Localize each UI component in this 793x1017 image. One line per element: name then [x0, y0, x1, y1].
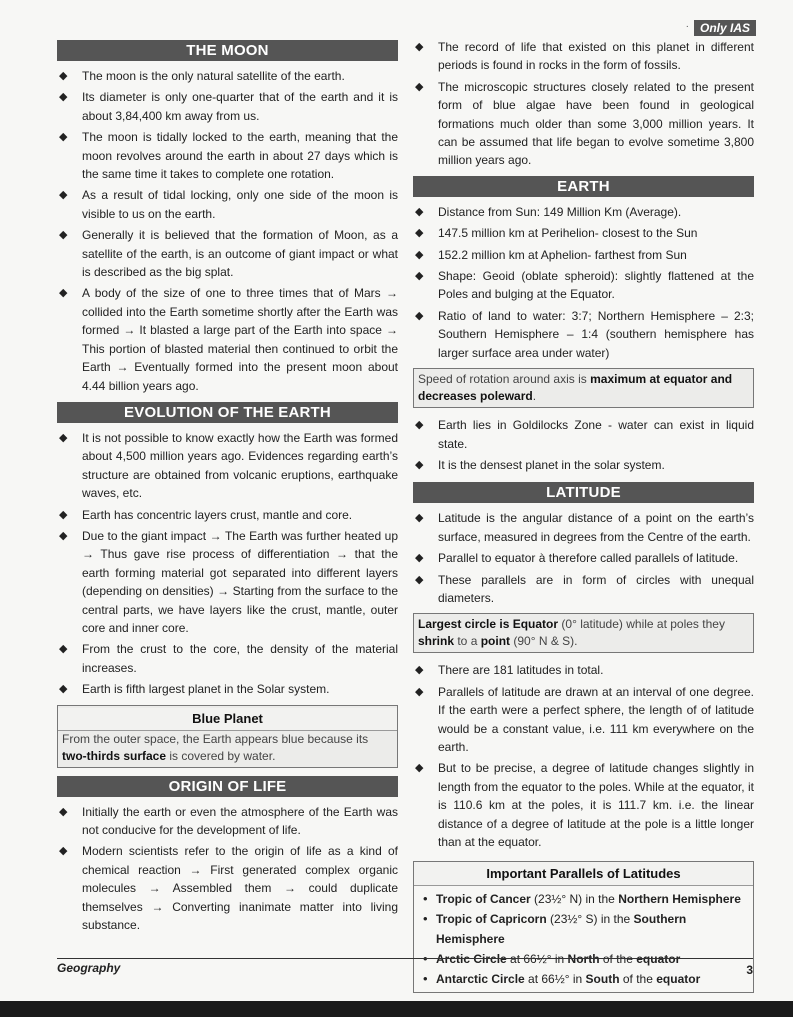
blue-planet-box: [57, 705, 398, 768]
list-item: ◆ Distance from Sun: 149 Million Km (Average).: [413, 203, 754, 221]
earth-list-2: [413, 416, 754, 474]
earth-heading: EARTH: [413, 176, 754, 197]
list-item: ◆ As a result of tidal locking, only one side of the moon is visible to us on the earth.: [57, 186, 398, 223]
latitude-list-2: [413, 661, 754, 851]
equator-emphasis: Largest circle is Equator: [418, 617, 559, 632]
brand-logo: Only IAS: [694, 20, 756, 36]
blue-planet-title: Blue Planet: [58, 708, 397, 731]
list-item: ◆ There are 181 latitudes in total.: [413, 661, 754, 679]
page-number: 3: [746, 963, 753, 977]
parallel-end: equator: [636, 952, 681, 967]
equator-text-2: to a: [454, 634, 481, 649]
list-item: ◆ Parallel to equator à therefore called parallels of latitude.: [413, 549, 754, 567]
equator-text-end: (90° N & S).: [510, 634, 578, 649]
blue-planet-text-end: is covered by water.: [166, 748, 276, 763]
list-item: ◆ Shape: Geoid (oblate spheroid): slightly flattened at the Poles and bulging at the Equator.: [413, 267, 754, 304]
scan-edge: [0, 1001, 793, 1017]
parallels-title: Important Parallels of Latitudes: [414, 862, 753, 886]
parallel-name: Tropic of Cancer: [436, 892, 531, 907]
list-item: ◆ Earth is fifth largest planet in the Solar system.: [57, 680, 398, 698]
latitude-heading: LATITUDE: [413, 482, 754, 503]
parallel-tail: of the: [619, 972, 657, 987]
parallel-item: [436, 889, 747, 909]
earth-list: [413, 203, 754, 362]
equator-text: (0° latitude) while at poles they: [558, 617, 725, 632]
parallel-hemisphere: South: [585, 972, 620, 987]
list-item: ◆ Generally it is believed that the formation of Moon, as a satellite of the earth, is an outcome of giant impact or what is described as the big splat.: [57, 226, 398, 281]
shrink-emphasis: shrink: [418, 634, 455, 649]
parallel-hemisphere: Northern Hemisphere: [618, 892, 741, 907]
list-item: ◆ Earth has concentric layers crust, mantle and core.: [57, 506, 398, 524]
list-item: ◆ Modern scientists refer to the origin of life as a kind of chemical reaction → First generated complex organic molecules → Assembled them → could duplicate themselves → Converting inanimate matter into living substance.: [57, 842, 398, 934]
list-item: ◆ 147.5 million km at Perihelion- closest to the Sun: [413, 224, 754, 242]
parallel-degree: at 66½° in: [524, 972, 586, 987]
right-column: [413, 38, 754, 993]
rotation-box: [413, 368, 754, 408]
list-item: ◆ Its diameter is only one-quarter that of the earth and it is about 3,84,400 km away from us.: [57, 88, 398, 125]
brand-dot: ·: [685, 21, 689, 32]
parallel-hemisphere: North: [567, 952, 600, 967]
list-item: ◆ Due to the giant impact → The Earth was further heated up → Thus gave rise process of differentiation → that the earth forming material got separated into different layers (depending on densities) → Starting from the surface to the central parts, we have layers like the crust, mantle, outer core and inner core.: [57, 527, 398, 637]
list-item: ◆ It is the densest planet in the solar system.: [413, 456, 754, 474]
origin-heading: ORIGIN OF LIFE: [57, 776, 398, 797]
parallel-tail: of the: [599, 952, 637, 967]
left-column: [57, 38, 398, 937]
list-item: ◆ Parallels of latitude are drawn at an interval of one degree. If the earth were a perfect sphere, the length of of latitude would be a constant value, i.e. 111 km everywhere on the earth.: [413, 683, 754, 757]
rotation-text-end: .: [532, 389, 537, 404]
parallel-end: equator: [656, 972, 701, 987]
parallel-hemisphere: Southern Hemisphere: [436, 912, 687, 947]
list-item: ◆ From the crust to the core, the density of the material increases.: [57, 640, 398, 677]
moon-heading: THE MOON: [57, 40, 398, 61]
list-item: ◆ Ratio of land to water: 3:7; Northern Hemisphere – 2:3; Southern Hemisphere – 1:4 (southern hemisphere has larger surface area under water): [413, 307, 754, 362]
page-footer: [57, 958, 753, 979]
list-item: ◆ The moon is tidally locked to the earth, meaning that the moon revolves around the earth in about 27 days which is the same time it takes to complete one rotation.: [57, 128, 398, 183]
parallel-item: [436, 909, 747, 949]
list-item: ◆ The record of life that existed on this planet in different periods is found in rocks in the form of fossils.: [413, 38, 754, 75]
equator-box: [413, 613, 754, 653]
blue-planet-text: From the outer space, the Earth appears blue because its: [62, 731, 369, 746]
list-item: ◆ The moon is the only natural satellite of the earth.: [57, 67, 398, 85]
list-item: ◆ Initially the earth or even the atmosphere of the Earth was not conducive for the development of life.: [57, 803, 398, 840]
evolution-heading: EVOLUTION OF THE EARTH: [57, 402, 398, 423]
list-item: ◆ The microscopic structures closely related to the present form of blue algae have been found in geological formations much older than some 3,000 million years. It can be assumed that life began to evolve sometime 3,800 million years ago.: [413, 78, 754, 170]
list-item: ◆ Earth lies in Goldilocks Zone - water can exist in liquid state.: [413, 416, 754, 453]
subject-label: Geography: [57, 961, 121, 975]
parallel-name: Tropic of Capricorn: [436, 912, 547, 927]
blue-planet-emphasis: two-thirds surface: [62, 748, 167, 763]
list-item: ◆ A body of the size of one to three times that of Mars → collided into the Earth sometime shortly after the Earth was formed → It blasted a large part of the Earth into space → This portion of blasted material then continued to orbit the Earth → Eventually formed into the present moon about 4.44 billion years ago.: [57, 284, 398, 394]
list-item: ◆ Latitude is the angular distance of a point on the earth’s surface, measured in degrees from the Centre of the earth.: [413, 509, 754, 546]
moon-list: [57, 67, 398, 395]
rotation-emphasis: maximum at equator and decreases poleward: [418, 372, 733, 404]
list-item: ◆ 152.2 million km at Aphelion- farthest from Sun: [413, 246, 754, 264]
origin-list: [57, 803, 398, 935]
rotation-text: Speed of rotation around axis is: [418, 372, 591, 387]
parallel-degree: at 66½° in: [506, 952, 568, 967]
list-item: ◆ But to be precise, a degree of latitude changes slightly in length from the equator to the poles. While at the equator, it is 110.6 km at the poles, it is 111.7 km. i.e. the linear distance of a degree of latitude at the pole is a little longer than at the equator.: [413, 759, 754, 851]
point-emphasis: point: [480, 634, 511, 649]
parallel-name: Antarctic Circle: [436, 972, 525, 987]
evolution-list: [57, 429, 398, 699]
parallel-degree: (23½° S) in the: [546, 912, 634, 927]
latitude-list: [413, 509, 754, 607]
origin-continued-list: [413, 38, 754, 170]
parallel-degree: (23½° N) in the: [530, 892, 619, 907]
list-item: ◆ These parallels are in form of circles with unequal diameters.: [413, 571, 754, 608]
parallel-name: Arctic Circle: [436, 952, 507, 967]
list-item: ◆ It is not possible to know exactly how the Earth was formed about 4,500 million years ago. Evidences regarding earth’s structure are obtained from volcanic eruptions, earthquake waves, etc.: [57, 429, 398, 503]
